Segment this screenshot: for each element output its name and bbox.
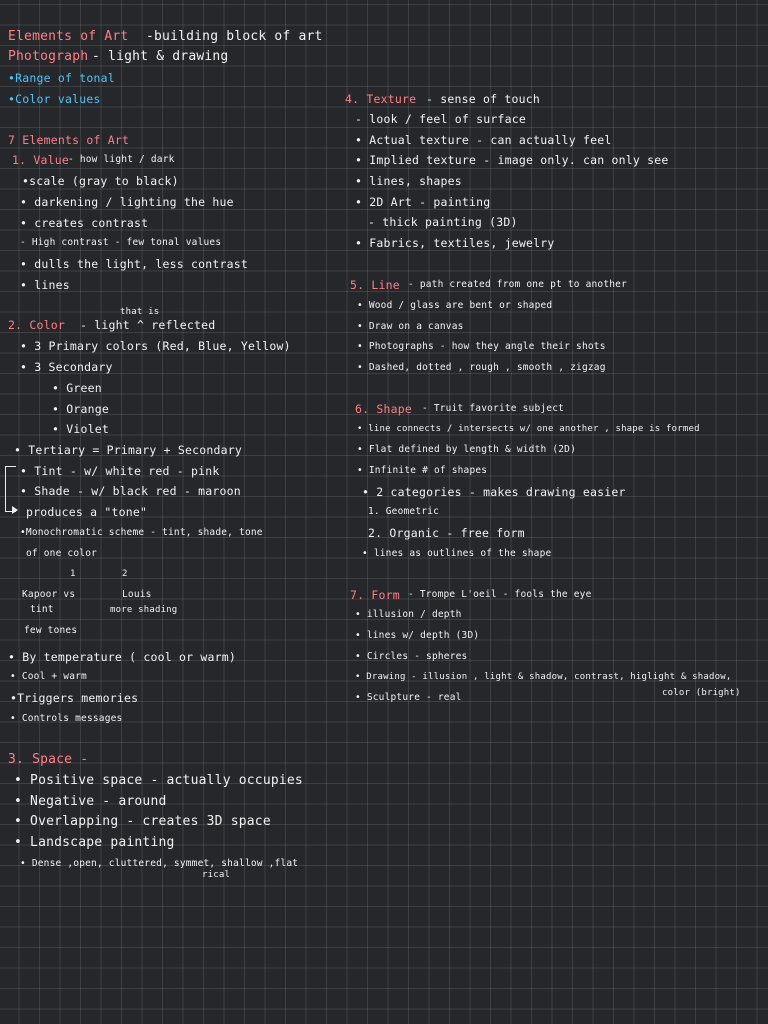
note-line: 2. Organic - free form <box>368 526 525 540</box>
note-line: • Drawing - illusion , light & shadow, contrast, higlight & shadow, <box>355 672 732 682</box>
note-line: • Positive space - actually occupies <box>14 773 303 788</box>
note-heading: 4. Texture <box>345 92 417 106</box>
note-line: • Photographs - how they angle their shots <box>357 341 606 352</box>
note-line: • Dashed, dotted , rough , smooth , zigzag <box>357 362 606 373</box>
note-line: color (bright) <box>662 688 741 698</box>
note-line: • Controls messages <box>10 713 123 724</box>
note-line: few tones <box>24 625 78 636</box>
note-line: • 3 Secondary <box>20 360 113 374</box>
note-line: that is <box>120 307 160 317</box>
note-line: - light ^ reflected <box>80 318 216 332</box>
note-line: - how light / dark <box>68 154 175 165</box>
note-line: • Infinite # of shapes <box>357 465 488 476</box>
note-line: • creates contrast <box>20 216 149 230</box>
note-line: • Tint - w/ white red - pink <box>20 464 220 478</box>
note-line: - sense of touch <box>426 92 540 106</box>
note-line: tint <box>30 604 54 615</box>
note-line: •Range of tonal <box>8 71 115 85</box>
note-line: - High contrast - few tonal values <box>20 237 222 248</box>
note-line: • dulls the light, less contrast <box>20 257 248 271</box>
note-heading: 3. Space - <box>8 752 89 767</box>
note-line: Kapoor vs <box>22 589 76 600</box>
note-line: •Monochromatic scheme - tint, shade, tone <box>20 527 263 538</box>
note-line: • lines, shapes <box>355 174 462 188</box>
note-line: 1. Geometric <box>368 506 440 517</box>
note-heading: Elements of Art <box>8 29 129 44</box>
note-line: • lines <box>20 278 70 292</box>
note-line: • Sculpture - real <box>355 692 462 703</box>
note-line: • 2 categories - makes drawing easier <box>362 485 626 499</box>
note-line: • line connects / intersects w/ one another , shape is formed <box>357 424 700 434</box>
note-line: - look / feel of surface <box>355 112 526 126</box>
note-heading: 6. Shape <box>355 402 412 416</box>
note-line: -building block of art <box>146 29 323 44</box>
note-line: produces a "tone" <box>26 505 148 519</box>
note-line: •Color values <box>8 92 101 106</box>
note-line: more shading <box>110 605 178 615</box>
note-line: - Trompe L'oeil - fools the eye <box>408 589 592 600</box>
note-line: •Triggers memories <box>10 691 139 705</box>
note-line: • Draw on a canvas <box>357 321 464 332</box>
note-line: • 3 Primary colors (Red, Blue, Yellow) <box>20 339 291 353</box>
note-heading: 5. Line <box>350 278 400 292</box>
note-line: • Shade - w/ black red - maroon <box>20 484 241 498</box>
note-line: • Green <box>52 381 102 395</box>
note-line: • Cool + warm <box>10 671 87 682</box>
note-line: • 2D Art - painting <box>355 195 491 209</box>
note-line: • Wood / glass are bent or shaped <box>357 300 553 311</box>
note-line: Louis <box>122 589 152 600</box>
note-line: 2 <box>122 569 128 579</box>
note-line: • darkening / lighting the hue <box>20 195 234 209</box>
note-line: • Negative - around <box>14 794 167 809</box>
note-line: • lines as outlines of the shape <box>362 548 552 559</box>
note-line: • Flat defined by length & width (2D) <box>357 444 577 455</box>
note-line: rical <box>202 870 231 880</box>
note-line: • Overlapping - creates 3D space <box>14 814 271 829</box>
note-line: - Truit favorite subject <box>422 403 565 414</box>
note-heading: 1. Value <box>12 153 69 167</box>
note-line: • Dense ,open, cluttered, symmet, shallow ,flat <box>20 858 299 869</box>
note-line: • Violet <box>52 422 109 436</box>
note-line: - path created from one pt to another <box>408 279 628 290</box>
note-line: • Circles - spheres <box>355 651 468 662</box>
note-line: • Tertiary = Primary + Secondary <box>14 443 242 457</box>
note-line: • Fabrics, textiles, jewelry <box>355 236 555 250</box>
note-line: • Orange <box>52 402 109 416</box>
note-line: 1 <box>70 569 76 579</box>
note-heading: 7 Elements of Art <box>8 133 130 147</box>
note-line: • illusion / depth <box>355 609 462 620</box>
note-line: • Actual texture - can actually feel <box>355 133 612 147</box>
note-line: - thick painting (3D) <box>368 215 518 229</box>
note-line: • By temperature ( cool or warm) <box>8 650 236 664</box>
note-line: • Landscape painting <box>14 835 175 850</box>
note-line: - light & drawing <box>92 49 229 64</box>
note-line: • Implied texture - image only. can only see <box>355 153 669 167</box>
note-heading: Photograph <box>8 49 89 64</box>
note-heading: 7. Form <box>350 588 400 602</box>
note-line: •scale (gray to black) <box>22 174 179 188</box>
note-line: • lines w/ depth (3D) <box>355 630 480 641</box>
produces-arrow-icon <box>12 506 18 514</box>
note-line: of one color <box>26 548 98 559</box>
note-heading: 2. Color <box>8 318 65 332</box>
